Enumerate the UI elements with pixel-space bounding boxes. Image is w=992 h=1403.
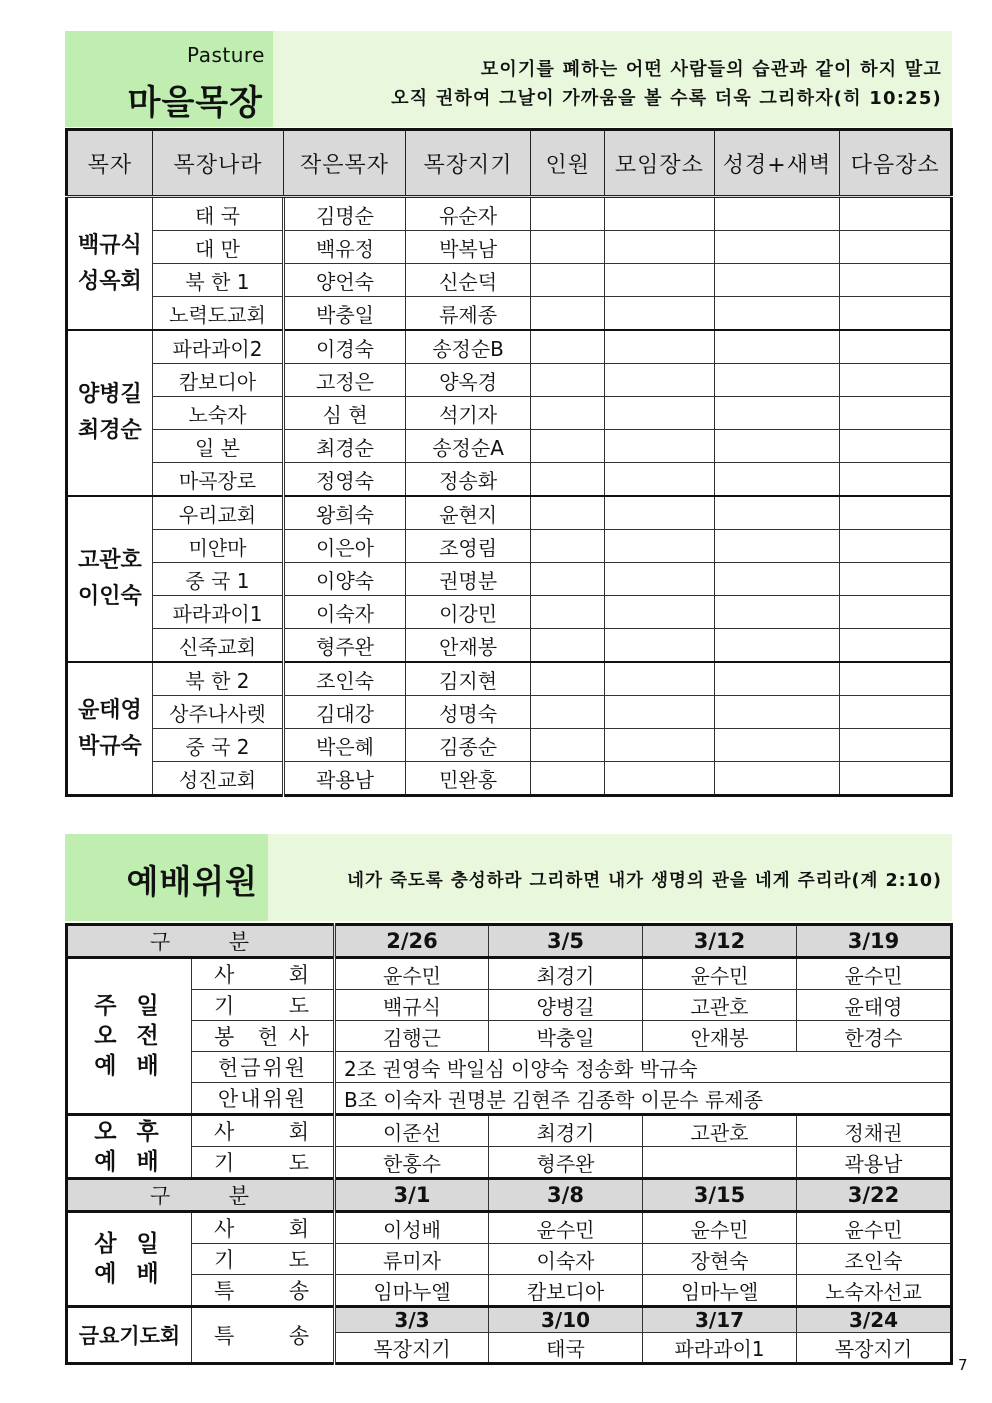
- date-cell: 3/22: [797, 1179, 952, 1212]
- worship-title-ko: 예배위원: [126, 862, 258, 901]
- keeper-cell: 석기자: [405, 397, 531, 430]
- date-cell: 3/5: [489, 925, 643, 958]
- bible-cell[interactable]: [714, 729, 840, 762]
- col-pastor: 목자: [67, 130, 153, 197]
- next-place-cell[interactable]: [840, 662, 952, 696]
- friday-date-row: [67, 1307, 952, 1333]
- small-pastor-cell: 이경숙: [284, 330, 406, 364]
- table-row: [67, 696, 952, 729]
- next-place-cell[interactable]: [840, 729, 952, 762]
- bible-cell[interactable]: [714, 197, 840, 231]
- nation-cell: 신죽교회: [152, 629, 284, 663]
- table-row: [67, 397, 952, 430]
- date-cell: 3/1: [335, 1179, 489, 1212]
- pastor-cell: [67, 496, 153, 662]
- place-cell[interactable]: [605, 197, 715, 231]
- nation-cell: 우리교회: [152, 496, 284, 530]
- place-cell[interactable]: [605, 662, 715, 696]
- pasture-verse-line1: 모이기를 폐하는 어떤 사람들의 습관과 같이 하지 말고: [480, 59, 942, 80]
- table-row: [67, 990, 952, 1021]
- small-pastor-cell: 형주완: [284, 629, 406, 663]
- bible-cell[interactable]: [714, 596, 840, 629]
- value-cell: 류미자: [335, 1244, 489, 1275]
- value-cell: 장현숙: [643, 1244, 797, 1275]
- nation-cell: 캄보디아: [152, 364, 284, 397]
- keeper-cell: 민완홍: [405, 762, 531, 796]
- count-cell[interactable]: [531, 662, 605, 696]
- count-cell[interactable]: [531, 629, 605, 663]
- pastor-name: 최경순: [77, 418, 142, 443]
- count-cell[interactable]: [531, 762, 605, 796]
- nation-cell: 마곡장로: [152, 463, 284, 497]
- pastor-name: 성옥회: [77, 268, 142, 294]
- role-cell: 사 회: [192, 1115, 335, 1147]
- table-row: [67, 1115, 952, 1147]
- bible-cell[interactable]: [714, 364, 840, 397]
- keeper-cell: 김지현: [405, 662, 531, 696]
- date-cell: 3/12: [643, 925, 797, 958]
- keeper-cell: 성명숙: [405, 696, 531, 729]
- offering-role: 헌금위원: [192, 1052, 335, 1083]
- worship-header: [65, 834, 952, 921]
- count-cell[interactable]: [531, 530, 605, 563]
- small-pastor-cell: 박은혜: [284, 729, 406, 762]
- count-cell[interactable]: [531, 364, 605, 397]
- role-cell: 특 송: [192, 1307, 335, 1364]
- wednesday-header-row: [67, 1179, 952, 1212]
- bible-cell[interactable]: [714, 762, 840, 796]
- place-cell[interactable]: [605, 330, 715, 364]
- pasture-table: [65, 128, 953, 797]
- nation-cell: 북 한 2: [152, 662, 284, 696]
- sunday-pm-label: 오 후 예 배: [67, 1115, 192, 1179]
- nation-cell: 성진교회: [152, 762, 284, 796]
- value-cell: 파라과이1: [643, 1333, 797, 1364]
- place-cell[interactable]: [605, 563, 715, 596]
- bible-cell[interactable]: [714, 629, 840, 663]
- next-place-cell[interactable]: [840, 264, 952, 297]
- small-pastor-cell: 김대강: [284, 696, 406, 729]
- count-cell[interactable]: [531, 197, 605, 231]
- usher-role: 안내위원: [192, 1083, 335, 1115]
- keeper-cell: 권명분: [405, 563, 531, 596]
- next-place-cell[interactable]: [840, 563, 952, 596]
- table-row: [67, 1147, 952, 1179]
- nation-cell: 노력도교회: [152, 297, 284, 331]
- table-row: [67, 563, 952, 596]
- small-pastor-cell: 심 현: [284, 397, 406, 430]
- next-place-cell[interactable]: [840, 430, 952, 463]
- small-pastor-cell: 조인숙: [284, 662, 406, 696]
- place-cell[interactable]: [605, 297, 715, 331]
- value-cell: 한홍수: [335, 1147, 489, 1179]
- value-cell: 안재봉: [643, 1021, 797, 1052]
- nation-cell: 대 만: [152, 231, 284, 264]
- pastor-name: 이인숙: [77, 584, 142, 609]
- value-cell: 캄보디아: [489, 1275, 643, 1307]
- pastor-cell: [67, 197, 153, 331]
- value-cell: 이준선: [335, 1115, 489, 1147]
- place-cell[interactable]: [605, 231, 715, 264]
- place-cell[interactable]: [605, 364, 715, 397]
- value-cell: 윤수민: [643, 958, 797, 990]
- date-cell: 3/3: [335, 1307, 489, 1333]
- table-row: [67, 662, 952, 696]
- usher-members: B조 이숙자 권명분 김현주 김종학 이문수 류제종: [335, 1083, 952, 1115]
- value-cell: 양병길: [489, 990, 643, 1021]
- value-cell: 고관호: [643, 990, 797, 1021]
- place-cell[interactable]: [605, 264, 715, 297]
- keeper-cell: 이강민: [405, 596, 531, 629]
- role-cell: 사 회: [192, 1212, 335, 1244]
- keeper-cell: 윤현지: [405, 496, 531, 530]
- col-keeper: 목장지기: [405, 130, 531, 197]
- pasture-header-row: [67, 130, 952, 197]
- keeper-cell: 신순덕: [405, 264, 531, 297]
- date-cell: 2/26: [335, 925, 489, 958]
- pasture-title-en: Pasture: [187, 43, 265, 67]
- bible-cell[interactable]: [714, 231, 840, 264]
- small-pastor-cell: 왕희숙: [284, 496, 406, 530]
- place-cell[interactable]: [605, 397, 715, 430]
- count-cell[interactable]: [531, 696, 605, 729]
- pastor-name: 양병길: [77, 382, 142, 407]
- value-cell: 고관호: [643, 1115, 797, 1147]
- col-count: 인원: [531, 130, 605, 197]
- next-place-cell[interactable]: [840, 397, 952, 430]
- date-cell: 3/17: [643, 1307, 797, 1333]
- worship-table: [65, 923, 953, 1365]
- keeper-cell: 안재봉: [405, 629, 531, 663]
- next-place-cell[interactable]: [840, 197, 952, 231]
- value-cell: 이성배: [335, 1212, 489, 1244]
- table-row: [67, 1244, 952, 1275]
- pastor-cell: [67, 330, 153, 496]
- place-cell[interactable]: [605, 696, 715, 729]
- keeper-cell: 유순자: [405, 197, 531, 231]
- value-cell: 목장지기: [335, 1333, 489, 1364]
- bible-cell[interactable]: [714, 430, 840, 463]
- value-cell: 형주완: [489, 1147, 643, 1179]
- place-cell[interactable]: [605, 430, 715, 463]
- col-next-place: 다음장소: [840, 130, 952, 197]
- value-cell: 윤수민: [797, 1212, 952, 1244]
- date-cell: 3/19: [797, 925, 952, 958]
- value-cell: 정채권: [797, 1115, 952, 1147]
- nation-cell: 중 국 1: [152, 563, 284, 596]
- table-row: [67, 1083, 952, 1115]
- col-bible-dawn: 성경+새벽: [714, 130, 840, 197]
- small-pastor-cell: 정영숙: [284, 463, 406, 497]
- nation-cell: 태 국: [152, 197, 284, 231]
- value-cell: 임마누엘: [335, 1275, 489, 1307]
- value-cell: [643, 1147, 797, 1179]
- nation-cell: 노숙자: [152, 397, 284, 430]
- count-cell[interactable]: [531, 563, 605, 596]
- count-cell[interactable]: [531, 231, 605, 264]
- small-pastor-cell: 곽용남: [284, 762, 406, 796]
- count-cell[interactable]: [531, 496, 605, 530]
- count-cell[interactable]: [531, 397, 605, 430]
- worship-verse: 네가 죽도록 충성하라 그리하면 내가 생명의 관을 네게 주리라(계 2:10): [347, 871, 942, 891]
- count-cell[interactable]: [531, 330, 605, 364]
- role-cell: 특 송: [192, 1275, 335, 1307]
- role-cell: 기 도: [192, 1147, 335, 1179]
- bible-cell[interactable]: [714, 696, 840, 729]
- place-cell[interactable]: [605, 762, 715, 796]
- friday-label: 금요기도회: [67, 1307, 192, 1364]
- count-cell[interactable]: [531, 729, 605, 762]
- bible-cell[interactable]: [714, 496, 840, 530]
- next-place-cell[interactable]: [840, 496, 952, 530]
- small-pastor-cell: 고정은: [284, 364, 406, 397]
- bible-cell[interactable]: [714, 563, 840, 596]
- value-cell: 윤수민: [335, 958, 489, 990]
- small-pastor-cell: 이양숙: [284, 563, 406, 596]
- value-cell: 윤태영: [797, 990, 952, 1021]
- bible-cell[interactable]: [714, 463, 840, 497]
- next-place-cell[interactable]: [840, 696, 952, 729]
- value-cell: 임마누엘: [643, 1275, 797, 1307]
- nation-cell: 중 국 2: [152, 729, 284, 762]
- bible-cell[interactable]: [714, 264, 840, 297]
- table-row: [67, 762, 952, 796]
- table-row: [67, 297, 952, 331]
- table-row: [67, 629, 952, 663]
- division-label: 구 분: [67, 925, 335, 958]
- table-row: [67, 530, 952, 563]
- small-pastor-cell: 박충일: [284, 297, 406, 331]
- nation-cell: 파라과이2: [152, 330, 284, 364]
- small-pastor-cell: 백유정: [284, 231, 406, 264]
- table-row: [67, 596, 952, 629]
- next-place-cell[interactable]: [840, 297, 952, 331]
- bible-cell[interactable]: [714, 530, 840, 563]
- table-row: [67, 463, 952, 497]
- role-cell: 사 회: [192, 958, 335, 990]
- small-pastor-cell: 이숙자: [284, 596, 406, 629]
- pasture-verse: [391, 55, 942, 113]
- next-place-cell[interactable]: [840, 463, 952, 497]
- keeper-cell: 조영림: [405, 530, 531, 563]
- worship-title-block: [65, 834, 268, 921]
- next-place-cell[interactable]: [840, 596, 952, 629]
- place-cell[interactable]: [605, 530, 715, 563]
- nation-cell: 상주나사렛: [152, 696, 284, 729]
- pastor-name: 백규식: [77, 232, 142, 258]
- col-small-pastor: 작은목자: [284, 130, 406, 197]
- value-cell: 윤수민: [797, 958, 952, 990]
- nation-cell: 미얀마: [152, 530, 284, 563]
- sunday-header-row: [67, 925, 952, 958]
- value-cell: 곽용남: [797, 1147, 952, 1179]
- value-cell: 백규식: [335, 990, 489, 1021]
- wednesday-label: 삼 일 예 배: [67, 1212, 192, 1307]
- pasture-title-ko: 마을목장: [127, 83, 263, 123]
- value-cell: 이숙자: [489, 1244, 643, 1275]
- small-pastor-cell: 김명순: [284, 197, 406, 231]
- role-cell: 기 도: [192, 1244, 335, 1275]
- keeper-cell: 박복남: [405, 231, 531, 264]
- value-cell: 한경수: [797, 1021, 952, 1052]
- value-cell: 김행근: [335, 1021, 489, 1052]
- count-cell[interactable]: [531, 297, 605, 331]
- bible-cell[interactable]: [714, 330, 840, 364]
- value-cell: 최경기: [489, 1115, 643, 1147]
- bible-cell[interactable]: [714, 397, 840, 430]
- division-label: 구 분: [67, 1179, 335, 1212]
- date-cell: 3/10: [489, 1307, 643, 1333]
- keeper-cell: 정송화: [405, 463, 531, 497]
- table-row: [67, 364, 952, 397]
- table-row: [67, 1275, 952, 1307]
- table-row: [67, 1021, 952, 1052]
- small-pastor-cell: 양언숙: [284, 264, 406, 297]
- date-cell: 3/8: [489, 1179, 643, 1212]
- role-cell: 봉 헌 사: [192, 1021, 335, 1052]
- place-cell[interactable]: [605, 596, 715, 629]
- offering-members: 2조 권영숙 박일심 이양숙 정송화 박규숙: [335, 1052, 952, 1083]
- col-nation: 목장나라: [152, 130, 284, 197]
- table-row: [67, 197, 952, 231]
- next-place-cell[interactable]: [840, 762, 952, 796]
- pasture-header: [65, 31, 952, 127]
- next-place-cell[interactable]: [840, 364, 952, 397]
- place-cell[interactable]: [605, 496, 715, 530]
- count-cell[interactable]: [531, 596, 605, 629]
- nation-cell: 파라과이1: [152, 596, 284, 629]
- keeper-cell: 김종순: [405, 729, 531, 762]
- sunday-am-label: 주 일 오 전 예 배: [67, 958, 192, 1115]
- pasture-verse-line2: 오직 권하여 그날이 가까움을 볼 수록 더욱 그리하자(히 10:25): [391, 88, 942, 109]
- count-cell[interactable]: [531, 264, 605, 297]
- count-cell[interactable]: [531, 463, 605, 497]
- bible-cell[interactable]: [714, 662, 840, 696]
- table-row: [67, 330, 952, 364]
- table-row: [67, 264, 952, 297]
- keeper-cell: 송정순A: [405, 430, 531, 463]
- pastor-name: 윤태영: [77, 697, 142, 723]
- date-cell: 3/24: [797, 1307, 952, 1333]
- value-cell: 최경기: [489, 958, 643, 990]
- value-cell: 윤수민: [643, 1212, 797, 1244]
- bible-cell[interactable]: [714, 297, 840, 331]
- table-row: [67, 231, 952, 264]
- value-cell: 조인숙: [797, 1244, 952, 1275]
- date-cell: 3/15: [643, 1179, 797, 1212]
- table-row: [67, 958, 952, 990]
- next-place-cell[interactable]: [840, 330, 952, 364]
- value-cell: 윤수민: [489, 1212, 643, 1244]
- table-row: [67, 430, 952, 463]
- keeper-cell: 송정순B: [405, 330, 531, 364]
- table-row: [67, 496, 952, 530]
- place-cell[interactable]: [605, 629, 715, 663]
- value-cell: 태국: [489, 1333, 643, 1364]
- next-place-cell[interactable]: [840, 530, 952, 563]
- keeper-cell: 류제종: [405, 297, 531, 331]
- nation-cell: 북 한 1: [152, 264, 284, 297]
- keeper-cell: 양옥경: [405, 364, 531, 397]
- value-cell: 박충일: [489, 1021, 643, 1052]
- place-cell[interactable]: [605, 463, 715, 497]
- pasture-title-block: [65, 31, 273, 127]
- table-row: [67, 729, 952, 762]
- role-cell: 기 도: [192, 990, 335, 1021]
- nation-cell: 일 본: [152, 430, 284, 463]
- count-cell[interactable]: [531, 430, 605, 463]
- next-place-cell[interactable]: [840, 629, 952, 663]
- pastor-cell: [67, 662, 153, 796]
- value-cell: 목장지기: [797, 1333, 952, 1364]
- small-pastor-cell: 최경순: [284, 430, 406, 463]
- pastor-name: 박규숙: [77, 733, 142, 759]
- page-number: 7: [958, 1356, 968, 1374]
- place-cell[interactable]: [605, 729, 715, 762]
- value-cell: 노숙자선교: [797, 1275, 952, 1307]
- small-pastor-cell: 이은아: [284, 530, 406, 563]
- next-place-cell[interactable]: [840, 231, 952, 264]
- table-row: [67, 1052, 952, 1083]
- table-row: [67, 1212, 952, 1244]
- pastor-name: 고관호: [77, 548, 142, 573]
- col-place: 모임장소: [605, 130, 715, 197]
